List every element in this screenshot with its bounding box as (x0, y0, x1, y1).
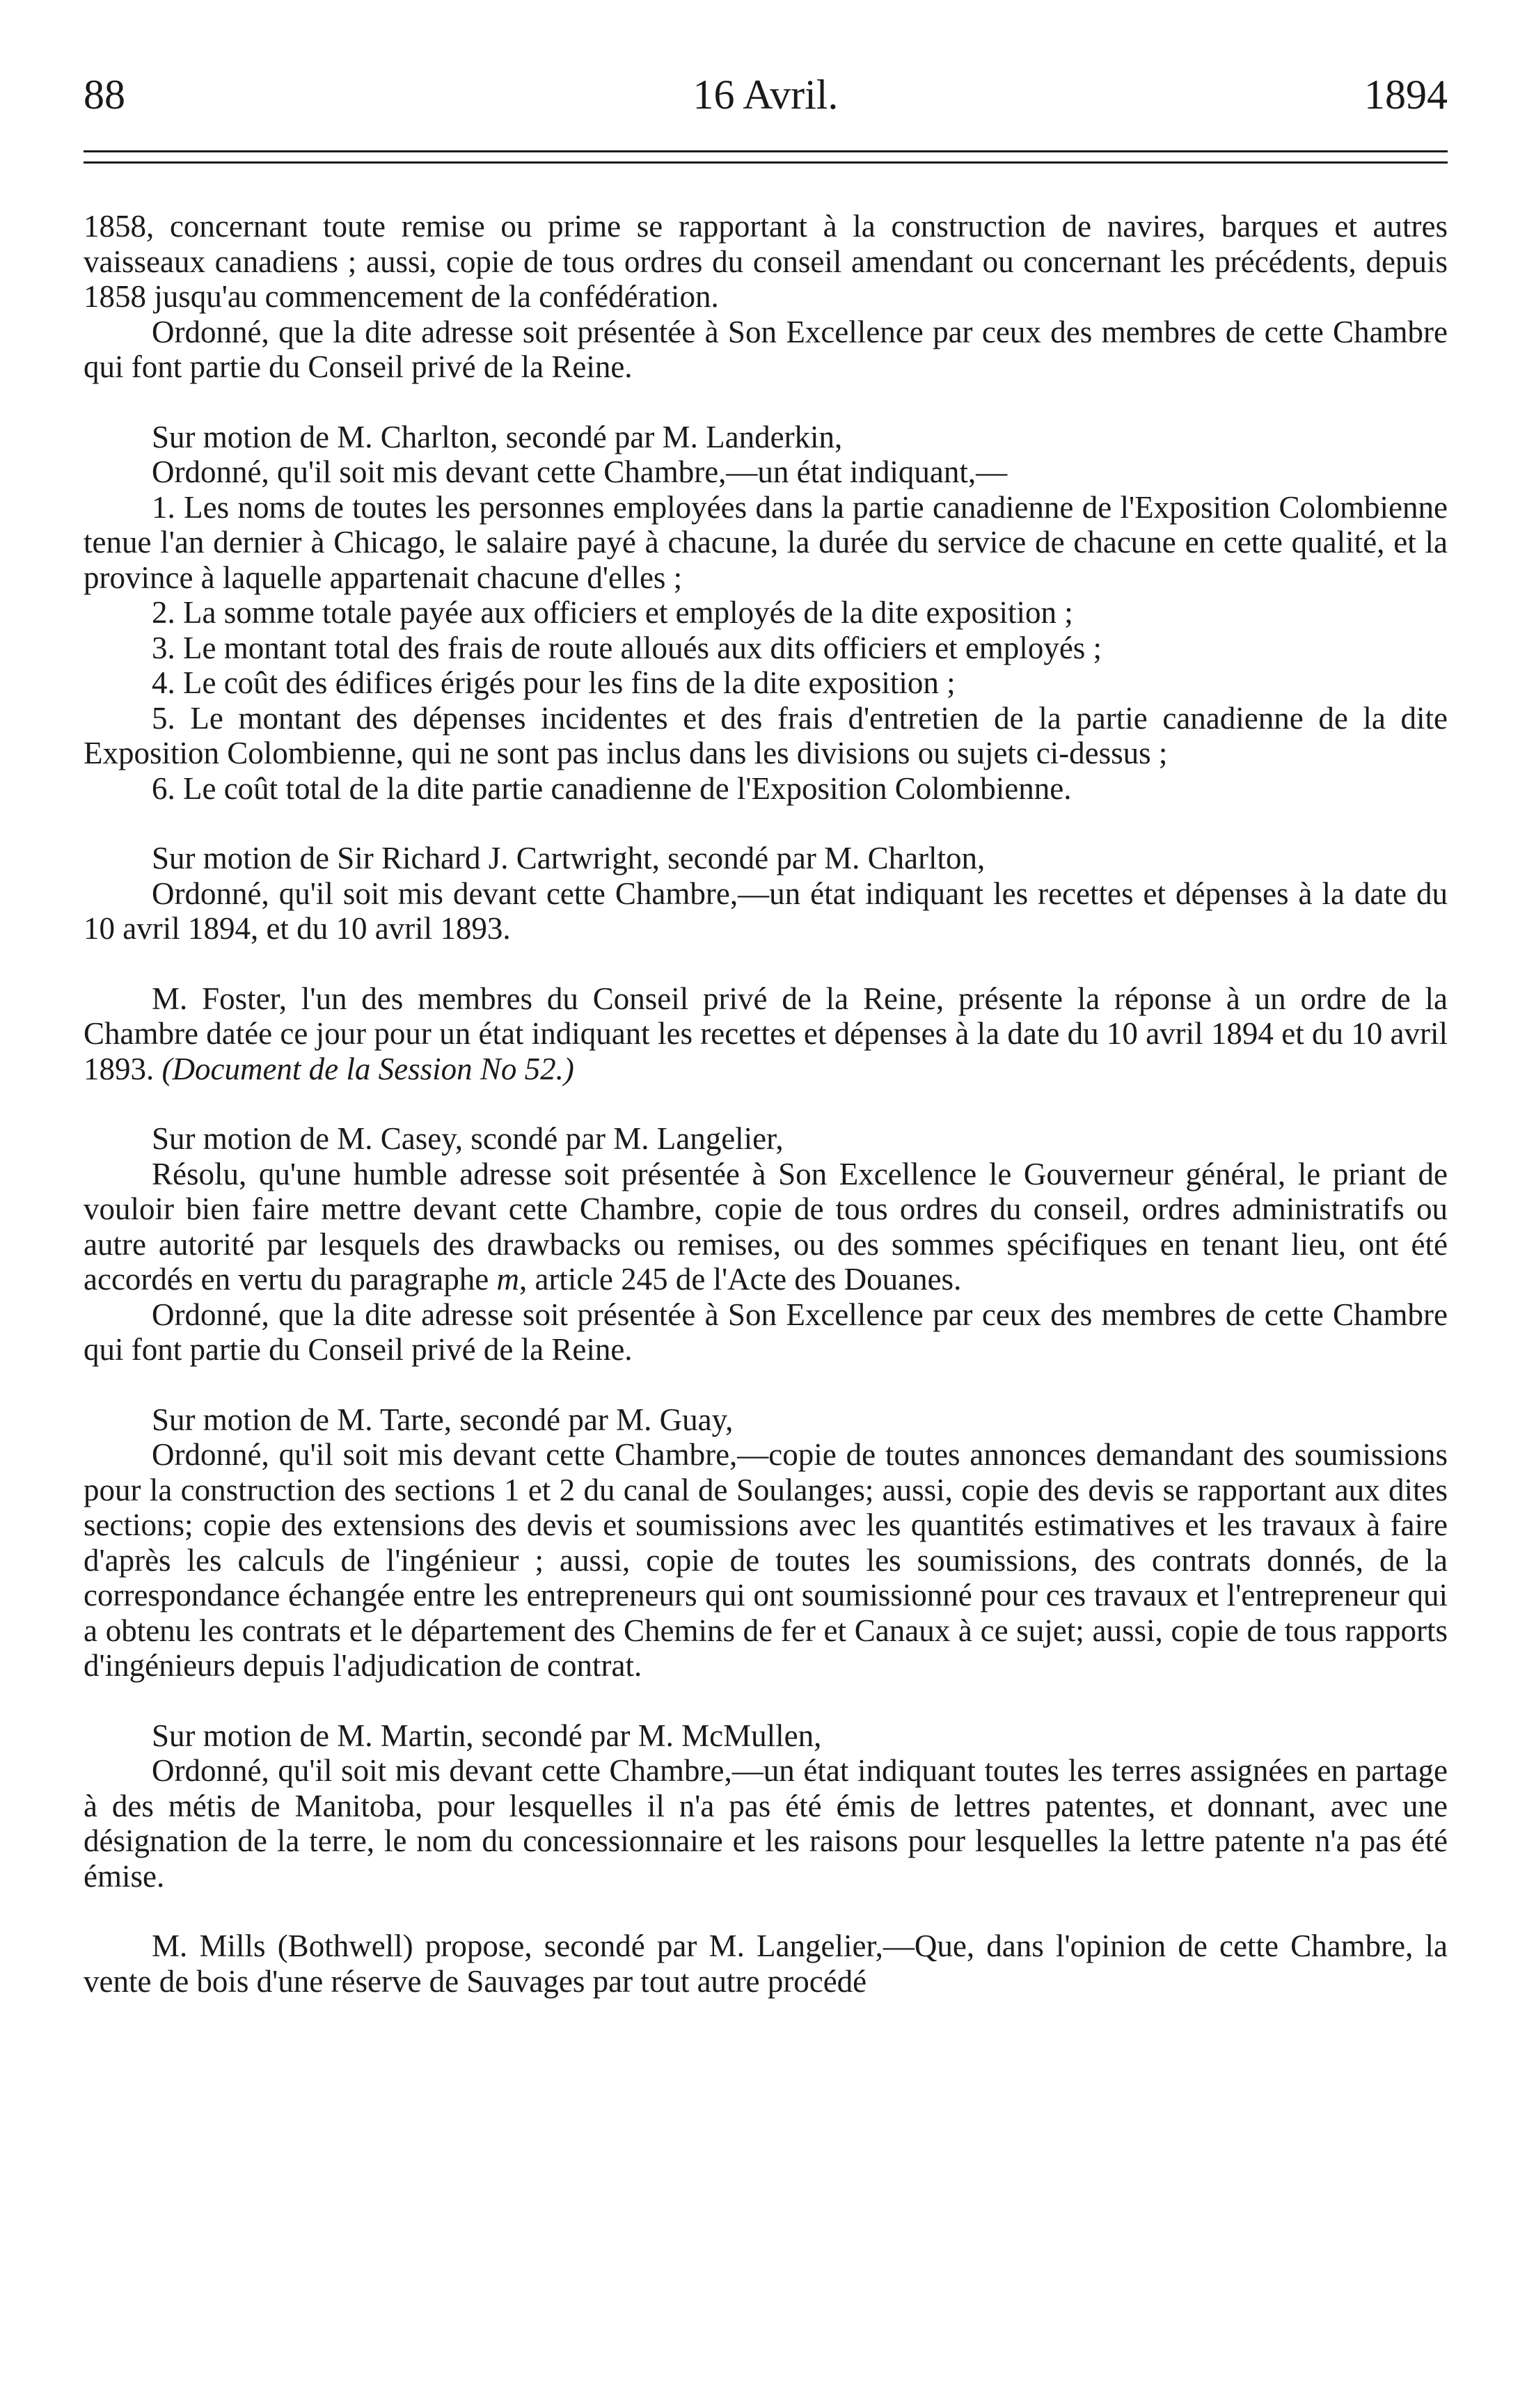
motion-heading: Sur motion de M. Tarte, secondé par M. Guay, (152, 1402, 734, 1437)
page-number: 88 (84, 72, 125, 118)
resolution-text: Résolu, qu'une humble adresse soit présentée à Son Excellence le Gouverneur général, le priant de vouloir bien faire mettre devant cette Chambre, copie de tous ordres du conseil, ordres administratifs ou autre autorité par lesquels des drawbacks ou remises, ou des sommes spécifiques en tenant lieu, ont été accordés en vertu du paragraphe (84, 1156, 1448, 1297)
answer-text: M. Foster, l'un des membres du Conseil privé de la Reine, présente la réponse à un ordre de la Chambre datée ce jour pour un état indiquant les recettes et dépenses à la date du 10 avril 1894 et du 10 avril 1893. (84, 981, 1448, 1086)
list-item: 5. Le montant des dépenses incidentes et des frais d'entretien de la partie canadienne de la dite Exposition Colombienne, qui ne sont pas inclus dans les divisions ou sujets ci-dessus ; (84, 700, 1448, 770)
paragraph-order: Ordonné, qu'il soit mis devant cette Chambre,—un état indiquant toutes les terres assignées en partage à des métis de Manitoba, pour lesquelles il n'a pas été émis de lettres patentes, et donnant, avec une désignation de la terre, le nom du concessionnaire et les raisons pour lesquelles la lettre patente n'a pas été émise. (84, 1753, 1448, 1894)
motion-heading: Sur motion de M. Martin, secondé par M. McMullen, (152, 1718, 822, 1753)
header-rule-bottom (84, 161, 1448, 164)
paragraph-continuation: 1858, concernant toute remise ou prime se rapportant à la construction de navires, barques et autres vaisseaux canadiens ; aussi, copie de tous ordres du conseil amendant ou concernant les précédents, depuis 1858 jusqu'au commencement de la confédération. (84, 209, 1448, 314)
list-item: 2. La somme totale payée aux officiers et employés de la dite exposition ; (152, 595, 1073, 630)
page-header (84, 67, 1448, 122)
list-item: 3. Le montant total des frais de route alloués aux dits officiers et employés ; (152, 630, 1102, 665)
header-rule-top (84, 150, 1448, 152)
paragraph-order: Ordonné, que la dite adresse soit présentée à Son Excellence par ceux des membres de cette Chambre qui font partie du Conseil privé de la Reine. (84, 1297, 1448, 1367)
document-reference: (Document de la Session No 52.) (161, 1051, 574, 1086)
paragraph-order: Ordonné, que la dite adresse soit présentée à Son Excellence par ceux des membres de cette Chambre qui font partie du Conseil privé de la Reine. (84, 314, 1448, 384)
resolution-text-end: , article 245 de l'Acte des Douanes. (519, 1262, 962, 1297)
paragraph-proposal: M. Mills (Bothwell) propose, secondé par M. Langelier,—Que, dans l'opinion de cette Chambre, la vente de bois d'une réserve de Sauvages par tout autre procédé (84, 1928, 1448, 1999)
list-item: 1. Les noms de toutes les personnes employées dans la partie canadienne de l'Exposition Colombienne tenue l'an dernier à Chicago, le salaire payé à chacune, la durée du service de chacune en cette qualité, et la province à laquelle appartenait chacune d'elles ; (84, 489, 1448, 595)
list-item: 4. Le coût des édifices érigés pour les fins de la dite exposition ; (152, 665, 956, 700)
header-year: 1894 (1364, 72, 1448, 118)
paragraph-answer (84, 981, 1448, 1087)
journal-body (84, 209, 1448, 1999)
list-item: 6. Le coût total de la dite partie canadienne de l'Exposition Colombienne. (152, 770, 1072, 806)
motion-heading: Sur motion de M. Charlton, secondé par M. Landerkin, (152, 419, 843, 454)
header-date: 16 Avril. (693, 72, 839, 118)
motion-heading: Sur motion de M. Casey, scondé par M. Langelier, (152, 1121, 784, 1156)
paragraph-order: Ordonné, qu'il soit mis devant cette Chambre,—un état indiquant les recettes et dépenses à la date du 10 avril 1894, et du 10 avril 1893. (84, 876, 1448, 946)
paragraph-order: Ordonné, qu'il soit mis devant cette Chambre,—copie de toutes annonces demandant des soumissions pour la construction des sections 1 et 2 du canal de Soulanges; aussi, copie des devis se rapportant aux dites sections; copie des extensions des devis et soumissions avec les quantités estimatives et les travaux à faire d'après les calculs de l'ingénieur ; aussi, copie de toutes les soumissions, des contrats donnés, de la correspondance échangée entre les entrepreneurs qui ont soumissionné pour ces travaux et l'entrepreneur qui a obtenu les contrats et le département des Chemins de fer et Canaux à ce sujet; aussi, copie de tous rapports d'ingénieurs depuis l'adjudication de contrat. (84, 1437, 1448, 1683)
paragraph-letter: m (496, 1262, 519, 1297)
motion-heading: Sur motion de Sir Richard J. Cartwright, secondé par M. Charlton, (152, 841, 986, 876)
paragraph-order: Ordonné, qu'il soit mis devant cette Chambre,—un état indiquant,— (152, 454, 1008, 489)
paragraph-resolution (84, 1157, 1448, 1297)
